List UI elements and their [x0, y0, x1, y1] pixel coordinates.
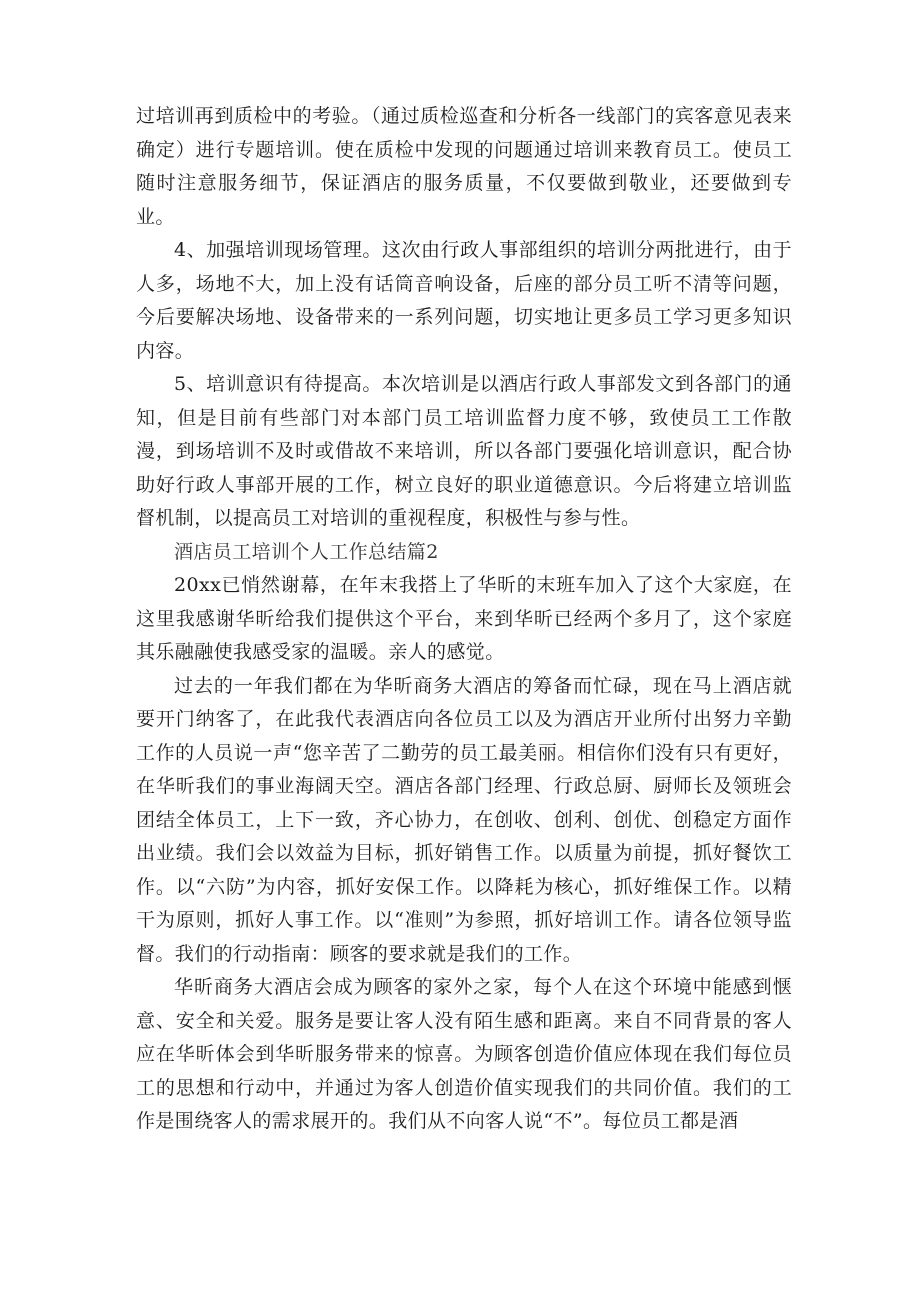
paragraph-1: 过培训再到质检中的考验。（通过质检巡查和分析各一线部门的宾客意见表来确定）进行专题培训。使在质检中发现的问题通过培训来教育员工。使员工随时注意服务细节，保证酒店的服务质量，不仅要做到敬业，还要做到专业。 [136, 105, 792, 228]
document-page [136, 100, 792, 1139]
paragraph-6: 华昕商务大酒店会成为顾客的家外之家，每个人在这个环境中能感到惬意、安全和关爱。服务是要让客人没有陌生感和距离。来自不同背景的客人应在华昕体会到华昕服务带来的惊喜。为顾客创造价值应体现在我们每位员工的思想和行动中，并通过为客人创造价值实现我们的共同价值。我们的工作是围绕客人的需求展开的。我们从不向客人说“不”。每位员工都是酒 [136, 976, 792, 1132]
paragraph-3: 5、培训意识有待提高。本次培训是以酒店行政人事部发文到各部门的通知，但是目前有些部门对本部门员工培训监督力度不够，致使员工工作散漫，到场培训不及时或借故不来培训，所以各部门要强化培训意识，配合协助好行政人事部开展的工作，树立良好的职业道德意识。今后将建立培训监督机制，以提高员工对培训的重视程度，积极性与参与性。 [136, 373, 792, 529]
section-heading: 酒店员工培训个人工作总结篇2 [174, 540, 439, 563]
paragraph-5: 过去的一年我们都在为华昕商务大酒店的筹备而忙碌，现在马上酒店就要开门纳客了，在此我代表酒店向各位员工以及为酒店开业所付出努力辛勤工作的人员说一声“您辛苦了二勤劳的员工最美丽。相信你们没有只有更好，在华昕我们的事业海阔天空。酒店各部门经理、行政总厨、厨师长及领班会团结全体员工，上下一致，齐心协力，在创收、创利、创优、创稳定方面作出业绩。我们会以效益为目标，抓好销售工作。以质量为前提，抓好餐饮工作。以“六防”为内容，抓好安保工作。以降耗为核心，抓好维保工作。以精干为原则，抓好人事工作。以“准则”为参照，抓好培训工作。请各位领导监督。我们的行动指南：顾客的要求就是我们的工作。 [136, 674, 792, 965]
paragraph-2: 4、加强培训现场管理。这次由行政人事部组织的培训分两批进行，由于人多，场地不大，加上没有话筒音响设备，后座的部分员工听不清等问题，今后要解决场地、设备带来的一系列问题，切实地让更多员工学习更多知识内容。 [136, 239, 792, 362]
paragraph-4: 20xx已悄然谢幕，在年末我搭上了华昕的末班车加入了这个大家庭，在这里我感谢华昕给我们提供这个平台，来到华昕已经两个多月了，这个家庭其乐融融使我感受家的温暖。亲人的感觉。 [136, 574, 792, 663]
